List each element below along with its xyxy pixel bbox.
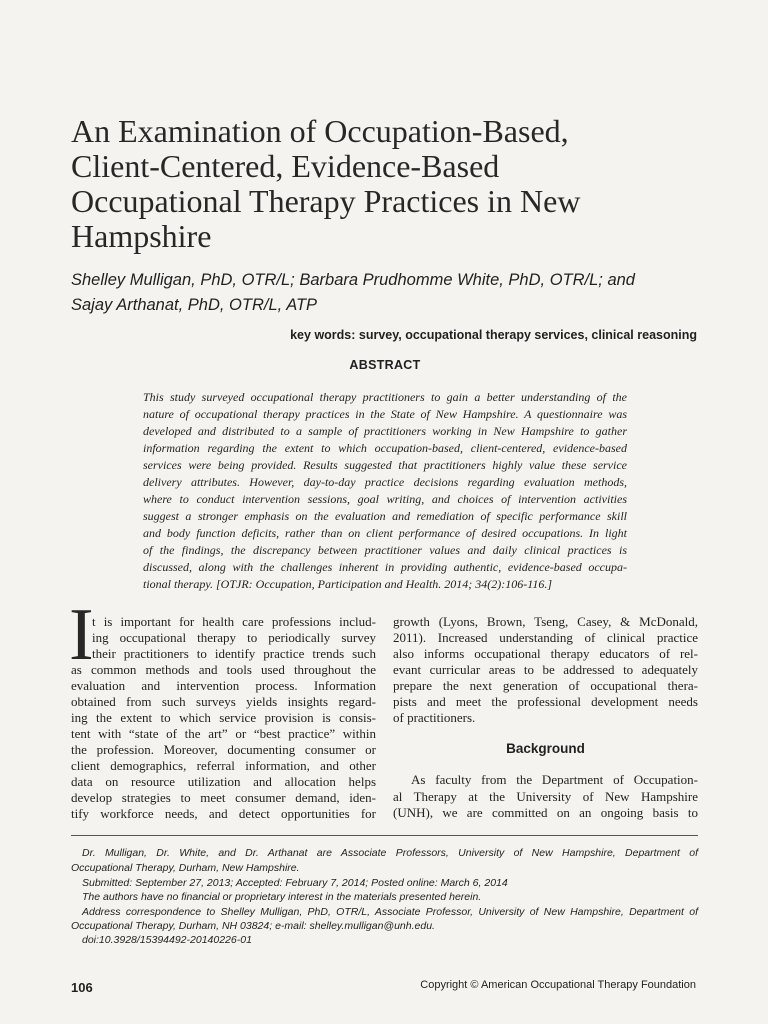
abstract-line: developed and distributed to a sample of practitioners working in New Hampshire to gather [143, 424, 627, 438]
author-line: Sajay Arthanat, PhD, OTR/L, ATP [71, 296, 318, 314]
body-line: tify workforce needs, and detect opportunities for [71, 806, 376, 821]
abstract-line: delivery attributes. However, day-to-day practice decisions regarding evaluation methods, [143, 475, 627, 489]
body-line: growth (Lyons, Brown, Tseng, Casey, & McDonald, [393, 614, 698, 629]
body-line: 2011). Increased understanding of clinical practice [393, 630, 698, 645]
body-line: (UNH), we are committed on an ongoing basis to [393, 805, 698, 820]
body-line: of practitioners. [393, 710, 476, 725]
body-line: also informs occupational therapy educators of rel- [393, 646, 698, 661]
abstract-line: of the findings, the discrepancy between practitioner values and daily clinical practices is [143, 543, 627, 557]
body-line: evaluation and intervention process. Information [71, 678, 376, 693]
footnote-line: Submitted: September 27, 2013; Accepted: February 7, 2014; Posted online: March 6, 2014 [82, 877, 508, 889]
body-line: ing the extent to which service provision is consis- [71, 710, 376, 725]
body-line: t is important for health care professions includ- [92, 614, 376, 629]
abstract-line: suggest a stronger emphasis on the evaluation and remediation of specific performance skill [143, 509, 627, 523]
keywords: key words: survey, occupational therapy services, clinical reasoning [290, 328, 697, 342]
abstract-heading: ABSTRACT [349, 358, 421, 372]
drop-cap: I [69, 594, 94, 676]
abstract-line: and body function deficits, rather than on client performance of desired occupations. In light [143, 526, 627, 540]
doi-line: doi:10.3928/15394492-20140226-01 [82, 934, 252, 946]
abstract-line: information regarding the extent to which occupation-based, client-centered, evidence-based [143, 441, 627, 455]
abstract-line: where to conduct intervention sessions, goal writing, and choices of intervention activities [143, 492, 627, 506]
footnote-line: The authors have no financial or proprietary interest in the materials presented herein. [82, 891, 482, 903]
body-line: As faculty from the Department of Occupation- [411, 772, 698, 787]
body-line: pists and meet the professional development needs [393, 694, 698, 709]
footnote-line: Dr. Mulligan, Dr. White, and Dr. Arthanat are Associate Professors, University of New Hampshire, Department of [82, 847, 698, 859]
footnote-line: Occupational Therapy, Durham, New Hampshire. [71, 862, 300, 874]
body-line: data on resource utilization and allocation helps [71, 774, 376, 789]
body-line: ing occupational therapy to periodically survey [92, 630, 376, 645]
body-line: their practitioners to identify practice trends such [92, 646, 376, 661]
abstract-line: tional therapy. [OTJR: Occupation, Participation and Health. 2014; 34(2):106-116.] [143, 577, 553, 591]
author-line: Shelley Mulligan, PhD, OTR/L; Barbara Prudhomme White, PhD, OTR/L; and [71, 271, 635, 289]
article-title-line: Hampshire [71, 218, 212, 254]
abstract-line: This study surveyed occupational therapy practitioners to gain a better understanding of the [143, 390, 627, 404]
copyright-notice: Copyright © American Occupational Therapy Foundation [420, 979, 696, 991]
article-title-line: Client-Centered, Evidence-Based [71, 148, 500, 184]
page-number: 106 [71, 980, 93, 995]
article-title-line: An Examination of Occupation-Based, [71, 113, 569, 149]
body-line: client demographics, referral information, and other [71, 758, 376, 773]
footnote-line: Address correspondence to Shelley Mulligan, PhD, OTR/L, Associate Professor, University of New Hampshire, Department of [82, 906, 698, 918]
body-line: evant curricular areas to be addressed to adequately [393, 662, 698, 677]
body-line: obtained from such surveys yields insights regard- [71, 694, 376, 709]
footnote-line: Occupational Therapy, Durham, NH 03824; e-mail: shelley.mulligan@unh.edu. [71, 920, 435, 932]
body-line: tent with “state of the art” or “best practice” within [71, 726, 376, 741]
article-title-line: Occupational Therapy Practices in New [71, 183, 581, 219]
footnote-divider [71, 835, 698, 836]
body-line: as common methods and tools used throughout the [71, 662, 376, 677]
abstract-line: services were being provided. Results suggested that practitioners highly value these service [143, 458, 627, 472]
body-line: develop strategies to meet consumer demand, iden- [71, 790, 376, 805]
section-heading-background: Background [506, 741, 585, 756]
abstract-line: discussed, along with the challenges inherent in providing authentic, evidence-based occupa- [143, 560, 627, 574]
abstract-line: nature of occupational therapy practices in the State of New Hampshire. A questionnaire was [143, 407, 627, 421]
body-line: prepare the next generation of occupational thera- [393, 678, 698, 693]
body-line: the profession. Moreover, documenting consumer or [71, 742, 376, 757]
body-line: al Therapy at the University of New Hampshire [393, 789, 698, 804]
